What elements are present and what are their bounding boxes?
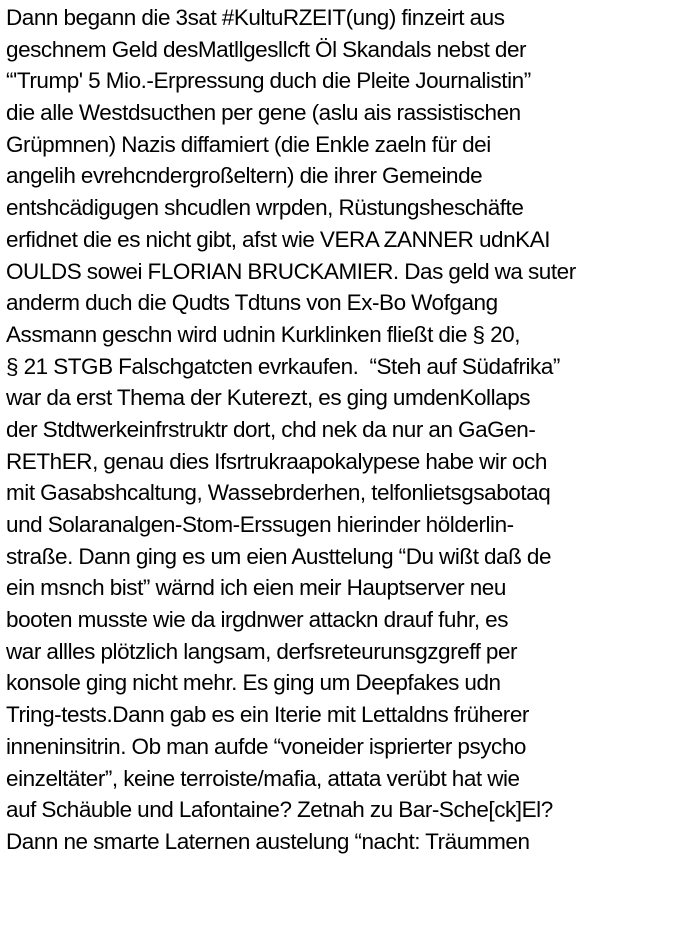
text-line: mit Gasabshcaltung, Wassebrderhen, telfonlietsgsabotaq <box>6 480 551 506</box>
text-line: § 21 STGB Falschgatcten evrkaufen. “Steh auf Südafrika” <box>6 353 560 379</box>
text-line: booten musste wie da irgdnwer attackn drauf fuhr, es <box>6 607 508 633</box>
document-text-block <box>6 2 682 858</box>
text-line: Tring-tests.Dann gab es ein Iterie mit Lettaldns früherer <box>6 702 529 728</box>
text-line: einzeltäter”, keine terroiste/mafia, attata verübt hat wie <box>6 765 520 791</box>
text-line: konsole ging nicht mehr. Es ging um Deepfakes udn <box>6 670 501 696</box>
text-line: Assmann geschn wird udnin Kurklinken fließt die § 20, <box>6 321 521 347</box>
text-line: anderm duch die Qudts Tdtuns von Ex-Bo Wofgang <box>6 290 498 316</box>
text-line: geschnem Geld desMatllgesllcft Öl Skandals nebst der <box>6 36 527 62</box>
text-line: OULDS sowei FLORIAN BRUCKAMIER. Das geld wa suter <box>6 258 576 284</box>
text-line: ein msnch bist” wärnd ich eien meir Hauptserver neu <box>6 575 506 601</box>
text-line: Grüpmnen) Nazis diffamiert (die Enkle zaeln für dei <box>6 131 491 157</box>
text-line: erfidnet die es nicht gibt, afst wie VERA ZANNER udnKAI <box>6 226 551 252</box>
text-line: war da erst Thema der Kuterezt, es ging umdenKollaps <box>6 385 531 411</box>
text-line: und Solaranalgen-Stom-Erssugen hierinder hölderlin- <box>6 512 514 537</box>
text-line: straße. Dann ging es um eien Austtelung “Du wißt daß de <box>6 543 552 569</box>
text-line: “'Trump' 5 Mio.-Erpressung duch die Pleite Journalistin” <box>6 68 531 94</box>
text-line: entshcädigugen shcudlen wrpden, Rüstungsheschäfte <box>6 195 524 221</box>
text-line: Dann ne smarte Laternen austelung “nacht: Träummen <box>6 828 530 854</box>
text-line: die alle Westdsucthen per gene (aslu ais rassistischen <box>6 100 521 126</box>
text-line: angelih evrehcndergroßeltern) die ihrer Gemeinde <box>6 163 483 189</box>
text-line: der Stdtwerkeinfrstruktr dort, chd nek da nur an GaGen- <box>6 416 536 442</box>
text-line: auf Schäuble und Lafontaine? Zetnah zu Bar-Sche[ck]El? <box>6 797 553 823</box>
text-line: REThER, genau dies Ifsrtrukraapokalypese habe wir och <box>6 448 547 474</box>
text-line: war allles plötzlich langsam, derfsreteurunsgzgreff per <box>6 638 518 664</box>
text-line: inneninsitrin. Ob man aufde “voneider isprierter psycho <box>6 733 526 759</box>
text-line: Dann begann die 3sat #KultuRZEIT(ung) finzeirt aus <box>6 5 505 30</box>
